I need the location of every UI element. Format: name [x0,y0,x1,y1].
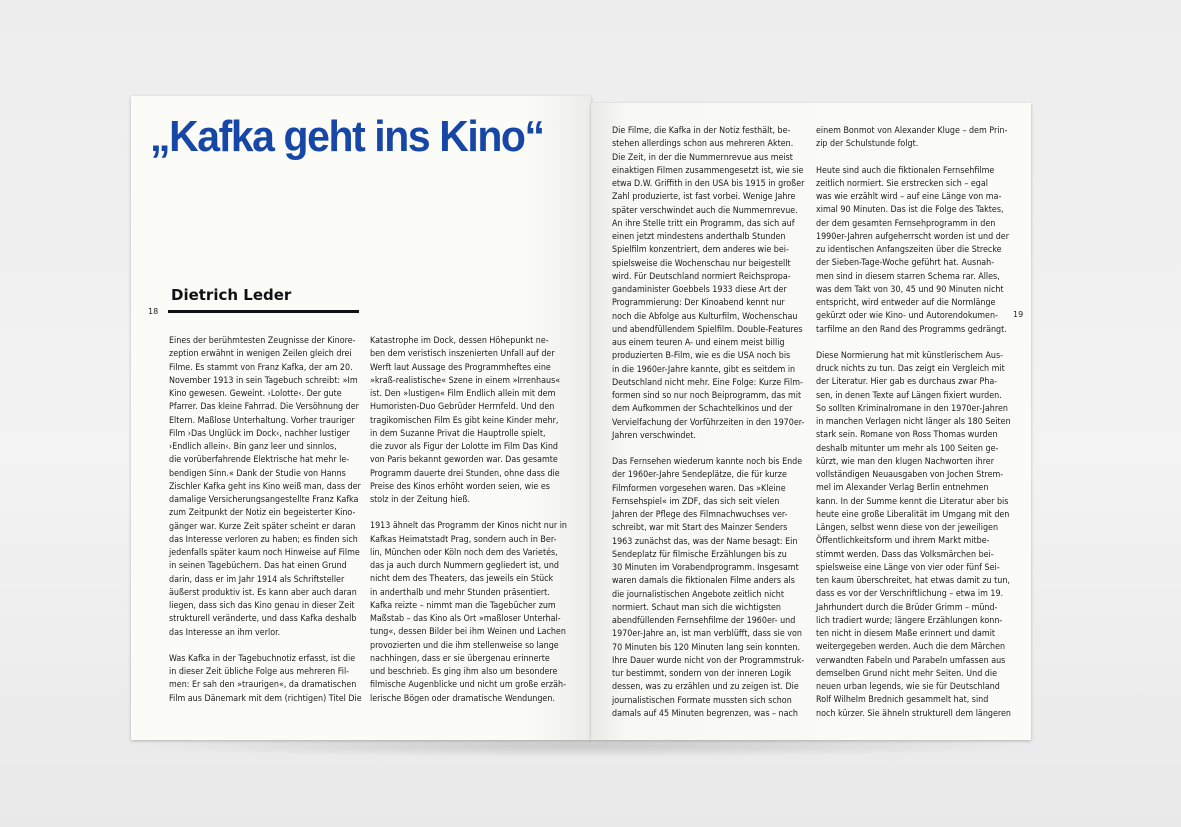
text-line: zeption erwähnt in wenigen Zeilen gleich drei [169,349,352,360]
text-line: das Interesse an ihm verlor. [169,627,281,638]
page-number-right: 19 [1013,310,1024,319]
text-line: Öffentlichkeitsform und ihrem Markt mitbe- [816,536,990,547]
text-line: ist. Den »lustigen« Film Endlich allein mit dem [370,389,556,399]
text-column-2 [370,335,567,706]
text-line: demselben Grund nicht mehr Seiten. Und die [816,668,998,679]
text-line: aus einem teuren A- und einem meist billig [612,338,785,348]
paragraph [816,125,1011,152]
text-line: später verschwindet auch die Nummernrevue. [612,205,798,216]
text-line: 1990er-Jahren aufgeherrscht worden ist und der [816,231,1009,242]
text-line: Das Fernsehen wiederum kannte noch bis Ende [612,457,803,467]
text-line: 1963 zunächst das, was der Name besagt: Ein [612,536,798,547]
text-line: verwandten Fabeln und Parabeln umfassen aus [816,655,1006,666]
text-line: Fernsehspiel« im ZDF, das sich seit vielen [612,496,780,507]
text-line: Katastrophe im Dock, dessen Höhepunkt ne- [370,336,549,346]
article-headline: „Kafka geht ins Kino“ [150,112,544,161]
paragraph [612,125,804,443]
text-line: liegen, dass sich das Kino genau in dieser Zeit [169,601,355,611]
text-line: 70 Minuten bis 120 Minuten lang sein konnten. [612,642,800,653]
text-line: der dem gesamten Fernsehprogramm in den [816,218,996,229]
text-line: einaktigen Filmen zusammengesetzt ist, wie sie [612,165,804,176]
text-line: zum Zeitpunkt der Notiz ein begeisterter Kino- [169,508,356,519]
text-line: gandaminister Goebbels 1933 diese Art der [612,285,787,295]
text-line: vollständigen Neuausgaben von Jochen Strem- [816,470,1004,480]
text-line: 1970er-Jahre an, ist man verblüfft, dass sie von [612,629,802,640]
text-line: Humoristen-Duo Gebrüder Herrnfeld. Und den [370,402,555,413]
text-line: Programm dauerte drei Stunden, ohne dass die [370,468,560,479]
page-number-left: 18 [148,307,159,316]
text-line: druck nichts zu tun. Das zeigt ein Vergleich mit [816,364,1005,374]
text-line: gänger war. Kurze Zeit später scheint er daran [169,521,356,532]
text-line: sen, in denen Texte auf Längen fixiert wurden. [816,390,1002,401]
text-line: 30 Minuten im Vorabendprogramm. Insgesamt [612,563,799,573]
text-line: stehen allerdings schon aus mehreren Akten. [612,139,794,150]
text-line: Deutschland nicht mehr. Eine Folge: Kurze Film- [612,377,803,388]
text-line: normiert. Schaut man sich die wichtigsten [612,602,782,613]
text-line: in dieser Zeit übliche Folge aus mehreren Fil- [169,667,350,677]
text-line: und beschrieb. Es ging ihm also um besondere [370,667,558,677]
text-column-3 [612,125,804,721]
text-line: heute eine große Liberalität im Umgang mit den [816,509,1010,520]
text-line: zeitlich normiert. Sie erstrecken sich – egal [816,178,988,189]
text-line: Kino gewesen. Geweint. ›Lolotte‹. Der gute [169,389,342,399]
text-line: dessen, was zu erzählen und zu zeigen ist. Die [612,682,799,693]
text-line: zu identischen Anfangszeiten über die Strecke [816,245,1002,255]
text-line: Filmformen vorgesehen waren. Das »Kleine [612,483,786,494]
author-name: Dietrich Leder [171,286,292,304]
text-line: Zischler Kafka geht ins Kino weiß man, dass der [169,481,361,492]
text-line: tarfilme an den Rand des Programms gedrängt. [816,324,1007,335]
text-line: produzierten B-Film, wie es die USA noch bis [612,351,791,362]
text-line: Pfarrer. Das kleine Fahrrad. Die Versöhnung der [169,402,359,413]
text-line: ›Endlich allein‹. Bin ganz leer und sinnlos, [169,442,337,452]
text-line: das ja auch durch Nummern gegliedert ist, und [370,561,559,571]
text-line: abendfüllenden Fernsehfilme der 1960er- und [612,616,796,626]
text-line: noch die Abfolge aus Kulturfilm, Wochenschau [612,311,798,322]
text-line: spielsweise die Wochenschau nur beigestellt [612,258,791,269]
text-line: Was Kafka in der Tagebuchnotiz erfasst, ist die [169,653,356,664]
text-line: neuen urban legends, wie sie für Deutschland [816,682,1000,692]
text-line: Preise des Kinos erhöht worden seien, wie es [370,481,550,492]
text-line: stolz in der Zeitung hieß. [370,495,471,505]
text-line: der Sieben-Tage-Woche geführt hat. Ausnah- [816,258,995,269]
text-line: Zahl produzierte, ist fast vorbei. Wenige Jahre [612,192,796,203]
paragraph [169,335,362,640]
text-line: Längen, selbst wenn diese von der jeweiligen [816,523,999,533]
text-line: damalige Versicherungsangestellte Franz Kafka [169,495,359,505]
text-line: gekürzt oder wie Kino- und Autorendokumen- [816,311,998,322]
text-line: Werft laut Aussage des Programmheftes eine [370,362,551,373]
text-line: Filme. Es stammt von Franz Kafka, der am 20. [169,362,353,373]
text-column-4 [816,125,1011,721]
text-line: ximal 90 Minuten. Das ist die Folge des Taktes, [816,205,1004,216]
text-line: Maßstab – das Kino als Ort »maßloser Unterhal- [370,614,561,624]
text-line: einen jetzt mindestens anderthalb Stunden [612,232,786,242]
text-line: strukturell veränderte, und dass Kafka deshalb [169,614,357,625]
text-line: Film ›Das Unglück im Dock‹, nachher lustiger [169,428,350,439]
text-line: das Interesse verloren zu haben; es finden sich [169,534,358,545]
text-line: Spielfilm konzentriert, dem anderes wie bei- [612,245,789,256]
text-line: ten kaum überschreitet, hat etwas damit zu tun, [816,576,1010,586]
paragraph [169,653,362,706]
text-line: filmische Augenblicke und nicht um große erzäh- [370,680,566,691]
text-line: lerische Bögen oder dramatische Wendungen. [370,693,555,704]
text-line: men: Er sah den »traurigen«, da dramatischen [169,680,357,691]
text-line: Sendeplatz für filmische Erzählungen bis zu [612,549,787,560]
paragraph [370,335,567,507]
author-underline [168,310,359,313]
paragraph [816,165,1011,337]
text-line: in manchen Verlagen nicht länger als 180 Seiten [816,417,1011,427]
text-line: Film aus Dänemark mit dem (richtigen) Titel Die [169,693,362,704]
text-line: jedenfalls später kaum noch Hinweise auf Filme [169,548,360,558]
text-line: bendigen Sinn.« Dank der Studie von Hanns [169,468,346,479]
text-line: ten nicht in diesem Maße erinnert und damit [816,629,996,639]
text-line: Kafka reizte – nimmt man die Tagebücher zum [370,600,556,611]
text-line: der 1960er-Jahre Sendeplätze, die für kurze [612,470,787,481]
text-line: äußerst produktiv ist. Es kann aber auch daran [169,587,357,598]
text-line: schreibt, war mit Start des Mainzer Senders [612,523,788,534]
text-line: in die 1960er-Jahre kannte, gibt es seitdem in [612,364,796,375]
text-line: So sollten Kriminalromane in den 1970er-Jahren [816,403,1008,414]
text-line: Die Filme, die Kafka in der Notiz festhält, be- [612,126,791,136]
text-line: in dem Suzanne Privat die Hauptrolle spielt, [370,428,546,439]
text-line: men sind in diesem starren Schema rar. Alles, [816,271,1000,282]
text-line: entspricht, wird entweder auf die Normlänge [816,298,996,308]
text-line: in anderthalb und mehr Stunden präsentiert. [370,587,550,598]
text-line: die zuvor als Figur der Lolotte im Film Das Kind [370,442,558,452]
text-line: die journalistischen Angebote zeitlich nicht [612,589,784,600]
text-line: 1913 ähnelt das Programm der Kinos nicht nur in [370,521,567,532]
text-line: stark sein. Romane von Ross Thomas wurden [816,430,998,441]
text-line: die vorüberfahrende Elektrische hat mehr le- [169,455,350,466]
text-line: Jahren verschwindet. [612,430,696,441]
text-line: weitergegeben werden. Auch die dem Märchen [816,642,1006,653]
text-line: Heute sind auch die fiktionalen Fernsehfilme [816,165,995,176]
text-line: noch kürzer. Sie ähneln strukturell dem längeren [816,708,1011,719]
paragraph [612,456,804,721]
text-line: kürzt, wie man den klugen Nachworten ihrer [816,456,995,467]
text-line: etwa D.W. Griffith in den USA bis 1915 in großer [612,179,805,189]
text-line: journalistischen Formate mussten sich schon [612,695,792,706]
text-line: ben dem veristisch inszenierten Unfall auf der [370,349,555,360]
text-line: tung«, dessen Bilder bei ihm Weinen und Lachen [370,627,566,638]
text-line: darin, dass er im Jahr 1914 als Schriftsteller [169,574,345,585]
text-line: damals auf 45 Minuten begrenzen, was – nach [612,708,798,719]
paragraph [816,350,1011,721]
text-line: An ihre Stelle tritt ein Programm, das sich auf [612,218,795,229]
text-line: November 1913 in sein Tagebuch schreibt: »Im [169,375,358,386]
text-line: formen sind so nur noch Beiprogramm, das mit [612,391,802,401]
text-line: provozierten und die ihm stellenweise so lange [370,640,559,651]
text-line: Diese Normierung hat mit künstlerischem Aus- [816,350,1004,361]
text-line: deshalb mitunter um mehr als 100 Seiten ge- [816,443,999,454]
text-line: Kafkas Heimatstadt Prag, sondern auch in Ber- [370,534,557,545]
text-line: Eines der berühmtesten Zeugnisse der Kinore- [169,336,356,346]
text-line: einem Bonmot von Alexander Kluge – dem Prin- [816,126,1008,136]
text-line: lich tradiert wurde; längere Erzählungen konn- [816,615,1003,626]
text-line: mel im Alexander Verlag Berlin entnehmen [816,483,989,494]
text-line: »kraß-realistische« Szene in einem »Irrenhaus« [370,375,561,386]
text-column-1 [169,335,362,706]
text-line: dem Aufkommen der Schachtelkinos und der [612,404,793,415]
text-line: kann. In der Summe kennt die Literatur aber bis [816,496,1009,507]
text-line: Ihre Dauer wurde nicht von der Programmstruk- [612,655,805,666]
text-line: nachhingen, dass er sie übergenau erinnerte [370,653,550,664]
text-line: wird. Für Deutschland normiert Reichspropa- [612,271,791,282]
text-line: Vervielfachung der Vorführzeiten in den 1970er- [612,417,805,428]
text-line: tragikomischen Film Es gibt keine Kinder mehr, [370,415,559,426]
paragraph [370,520,567,706]
text-line: was wie erzählt wird – auf eine Länge von ma- [816,192,1002,202]
text-line: nicht dem des Theaters, das jeweils ein Stück [370,574,554,585]
text-line: stimmt werden. Dass das Volksmärchen bei- [816,549,994,560]
text-line: Jahrhundert durch die Brüder Grimm – münd- [816,602,998,613]
text-line: Programmierung: Der Kinoabend kennt nur [612,298,785,309]
text-line: in seinen Tagebüchern. Das hat einen Grund [169,561,347,572]
text-line: waren damals die fiktionalen Filme anders als [612,576,795,587]
text-line: spielsweise eine Länge von vier oder fünf Sei- [816,562,1000,573]
text-line: was dem Takt von 30, 45 und 90 Minuten nicht [816,284,1004,295]
text-line: und abendfüllendem Spielfilm. Double-Features [612,324,803,335]
text-line: tur bestimmt, sondern von der inneren Logik [612,669,792,679]
text-line: dass es vor der Verschriftlichung – etwa im 19. [816,589,1004,600]
text-line: lin, München oder Köln noch dem des Varietés, [370,547,558,558]
text-line: von Paris bekannt geworden war. Das gesamte [370,455,558,466]
text-line: Die Zeit, in der die Nummernrevue aus meist [612,152,793,163]
text-line: Eltern. Maßlose Unterhaltung. Vorher trauriger [169,415,355,426]
text-line: Rolf Wilhelm Brednich gesammelt hat, sind [816,695,989,706]
text-line: der Literatur. Hier gab es durchaus zwar Pha- [816,377,998,388]
text-line: Jahren der Pflege des Filmnachwuchses ver- [612,510,788,520]
text-line: zip der Schulstunde folgt. [816,139,919,150]
